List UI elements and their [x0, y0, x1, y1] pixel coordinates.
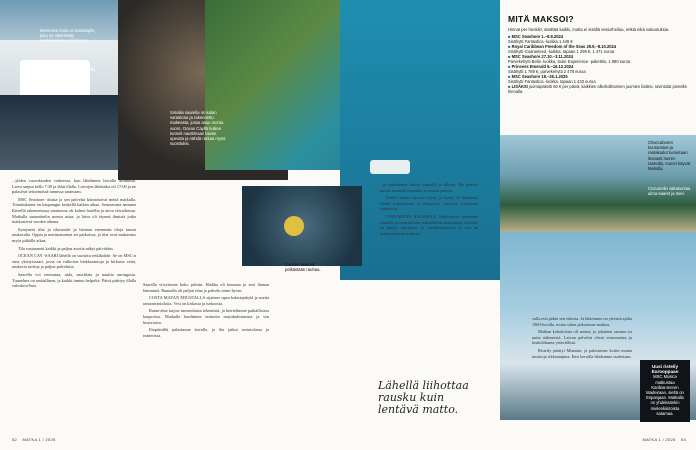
left-p3: Syntyneet tilat ja tilavuudet ja hieman enemmän tiloja tuntui mukavalta. Oppia ja merimaisemat eri paikoissa, ja tilat ovat mukavuus myös pitkälle aikaa.: [12, 226, 136, 243]
middle-p1: Saarella viivyimme koko päivän. Hiekka oli kuumaa ja vesi ihanan lämmintä. Rannalla oli paljon tilaa ja palvelu toimi hyvin.: [143, 282, 269, 293]
europe-cruise-box: [640, 360, 690, 422]
price-item: ■ LISÄKSI juomapaketti 60 € per päivä, kaikkien alkoholittomien juomien lisäksi, ravintolat pienellä hinnalla.: [508, 84, 687, 95]
price-box-title: MITÄ MAKSOI?: [508, 14, 574, 24]
photo-atrium: [0, 95, 118, 170]
price-item: ■ MSC Seashore 19.–26.1.2025 Sisähytti Fantastica -luokka, tapaan 1 433 euroa: [508, 74, 596, 85]
caption-top-right-1: Chaccaboren kouramiset ja rantakadut tunnetaan ihanasti meren rannalla, monet käyvät Mekolla.: [648, 140, 691, 172]
price-item: ■ Royal Caribbean Freedom of the Seas 29.9.–8.10.2024 Sisähytti Guaranteed -luokka, tapaan 1 299 €, 1 471 euroa: [508, 44, 617, 55]
left-p5: OCEAN CAY -SAARI lähellä on suosittu retkikohde. Se on MSC:n oma yksityissaari, jossa on valkoisia hiekkarantoja ja kirkasta vettä, mukavia tuoleja ja paljon palveluita.: [12, 253, 136, 270]
photo-ray-fish: [242, 186, 362, 266]
price-item: ■ Princess Emerald 6.–16.12.2024 Sisähytti 1 789 €, parvekehytti 2 478 euroa: [508, 64, 586, 75]
left-p1: ...yhden vuorokauden vaiheessa, kun lähdimme laivalla Miamista. Laiva saapui kello 7:30 ja lähti illalla. Laivojen lähtöaika oli 17:00 ja ne palasivat seitsemässä tunnissa satamaan.: [12, 178, 136, 195]
price-box-intro: Hinnat per henkilö, sisältää kaikki, mutta ei sisällä vesiurheilua, retkiä eikä vakuutuksia.: [508, 27, 670, 32]
right-p3: Risteily päättyi Miamiin, ja palasimme kotiin monia muistoja rikkaampina. Ensi kerralla lähdemme uudestaan.: [532, 347, 632, 359]
price-item: ■ MSC Seashore 27.10.–3.11.2024 Parvekehytti Bella -luokka, Suite Experience -pakettiin, 1 980 euroa: [508, 54, 631, 65]
magazine-issue-right: MATKA 1 / 2025: [642, 437, 676, 442]
mid-right-column: [380, 182, 478, 382]
middle-p2: COSTA MAYAN EDUSTALLA sijaitsee upea kalastajakylä ja useita rantaravintoloita. Vesi on kirkasta ja turkoosia.: [143, 295, 269, 306]
caption-top-right-2: Cozumelin valtakuntaa uima-saaret ja meri.: [648, 186, 691, 197]
left-column: [12, 178, 136, 428]
left-p4: Tila vastaanotti kaikki ja paljon asioita näkyi päivittäin.: [18, 245, 114, 251]
mid-right-p2: Kaikki tuntui sujuvan hyvin, ja hymy oli herkässä. Uudet kokemukset ja elämykset odottivat jokaisessa satamassa.: [380, 195, 478, 212]
right-column: [532, 316, 632, 426]
middle-p3: Ranta-alue tarjosi monenlaista tekemistä, ja kiertelimme paikallisissa kaupoissa. Matkalla kuulimme tarinoita mayakulttuurista ja sen historiasta.: [143, 308, 269, 325]
page-number-right: 53: [680, 437, 686, 442]
left-p6: Saarella voi rentoutua, uida, snorklata ja nauttia auringosta. Tunnelma on rauhallinen, ja kaikki tuntuu helpolta. Päivä päättyy illalla valoshow'hun.: [12, 271, 136, 289]
right-p2: Matkan kohokohtia oli monia, ja jokainen satama toi uutta näkemistä. Laivan palvelut olivat erinomaisia ja henkilökunta ystävällistä.: [532, 329, 632, 346]
pull-quote: Lähellä liihottaa rausku kuin lentävä matto.: [378, 379, 469, 416]
caption-top-left-1: Meirovien luola on kalastajille, joka on näkemätty merkkikalusta vakiintunut.: [40, 28, 96, 44]
price-item: ■ MSC Seashore 1.–8.9.2024 Sisähytti Fantastica -luokka 1 449 €: [508, 34, 573, 45]
europe-cruise-title: Uusi risteily Eurooppaan: [651, 364, 679, 375]
caption-top-left-2: Atrium-aukiolla riittää shoppailua kesäisin ja talvella.: [40, 62, 97, 73]
middle-p4: Iltapäivällä palasimme laivalle, ja ilta jatkui ravintolassa ja teatterissa.: [143, 327, 269, 338]
middle-column: [143, 282, 269, 432]
caption-bar: Simalia saarella on kalan varastona ja rakennettu makeasta, jossa asuu monta vuoro. Ocean Cayllä kulkee tunneli nauttimaan laivan upeutta ja nähdä rantaa myös suosituksi.: [170, 110, 226, 147]
mid-right-p3: COZUMELIN SAARELLA Meksikossa kävimme rannalla ja tutustuimme paikalliseen kulttuuriin. Saarella on paljon snorklaus- ja sukelluskohteita, ja vesi on uskomattoman kirkasta.: [380, 213, 478, 236]
europe-cruise-text: MSC Musica matkustaa Karibianmeren Madeiraan, sieltä on Espanjaan. Matkalla on yhdeksänkin mielenkiintoista satamaa.: [646, 374, 684, 416]
footer-left: [12, 437, 56, 442]
page-number-left: 52: [12, 437, 18, 442]
left-p2: MSC Seashore -alusta ja sen palvelut kiinnostivat meitä matkalla. Toimituksena on kaupungin keskellä kaiken aikaa. Seuraavana aamuna Kiteellä rakennetussa satamassa oli kolme hotellia ja aitoa vierailtavaa. Matkalla suunnittelin monta asiaa, ja laiva oli täynnä ihmisiä jotka matkustivat vuoden aikana.: [12, 196, 136, 225]
footer-right: [642, 437, 686, 442]
mid-right-p1: ...ja tapahtumia laivan kannella ja ulkona. Ilta päättyi laivan kannella musiikin ja tanssin parissa.: [380, 182, 478, 193]
caption-middle: Cedola näkemä pelkästään rauhaa.: [285, 262, 321, 273]
right-p1: valla että pidän sen eduista. Ja lähtömme on yleensä ajalta 1960-luvulla, mutta sitten jatkoimme matkaa.: [532, 316, 632, 327]
price-box: [508, 14, 688, 134]
magazine-issue-left: MATKA 1 / 2025: [22, 437, 56, 442]
